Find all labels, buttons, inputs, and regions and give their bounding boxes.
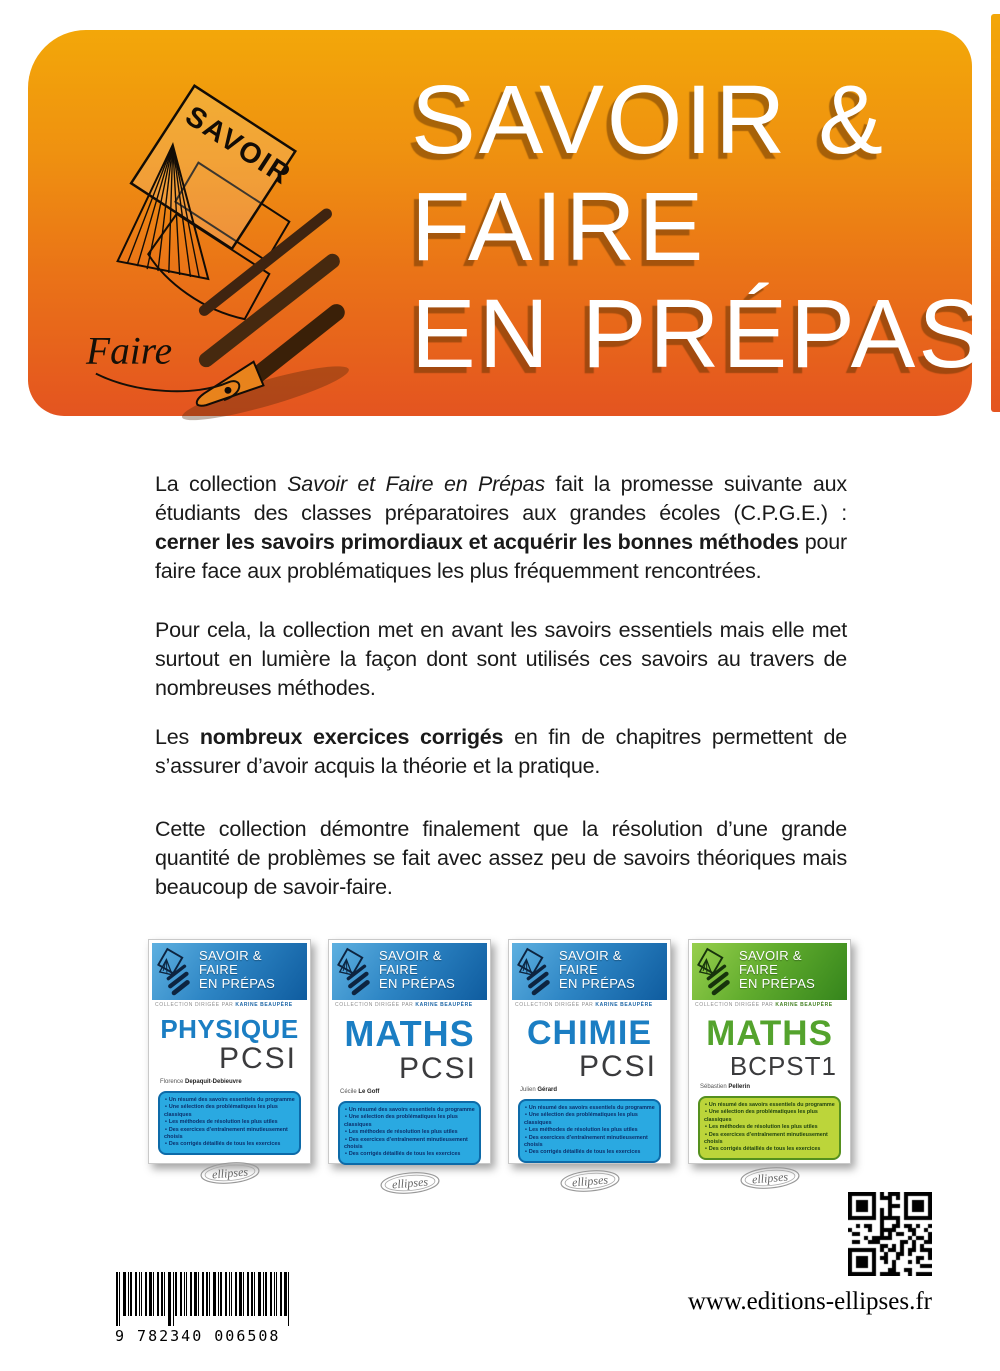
logo-savoir-label: SAVOIR	[179, 99, 298, 192]
publisher-logo	[152, 1161, 307, 1190]
subject-title: CHIMIE	[527, 1014, 652, 1052]
svg-text:ellipses: ellipses	[390, 1174, 429, 1192]
series-title-line3: EN PRÉPAS	[411, 279, 987, 388]
barcode-bars	[112, 1272, 298, 1328]
intro-paragraph-2: Pour cela, la collection met en avant les savoirs essentiels mais elle met surtout en lumière la façon dont sont utilisés ces savoirs au travers de nombreuses méthodes.	[155, 618, 847, 700]
feature-list	[158, 1091, 301, 1155]
svg-text:ellipses: ellipses	[570, 1172, 609, 1190]
barcode	[112, 1272, 302, 1346]
publisher-website: www.editions-ellipses.fr	[687, 1288, 932, 1315]
publisher-logo	[512, 1169, 667, 1198]
feature-item: • Les méthodes de résolution les plus utiles	[345, 1129, 458, 1136]
series-title-small: SAVOIR & FAIRE EN PRÉPAS	[379, 948, 456, 991]
book-cover-maths-bcpst1	[688, 939, 851, 1187]
subject-title: MATHS	[344, 1013, 475, 1054]
series-title	[411, 66, 986, 387]
svg-text:ellipses: ellipses	[750, 1169, 789, 1187]
feature-item: • Des corrigés détaillés de tous les exercices	[345, 1151, 461, 1158]
feature-item: • Des exercices d’entraînement minutieusement choisis	[344, 1136, 468, 1151]
subject-title: MATHS	[706, 1014, 833, 1053]
feature-item: • Une sélection des problématiques les plus classiques	[704, 1109, 818, 1123]
cover-header	[332, 943, 487, 1000]
isbn-number: 9 782340 006508	[112, 1327, 283, 1345]
feature-item: • Une sélection des problématiques les plus classiques	[524, 1112, 638, 1126]
series-logo-small-icon	[155, 946, 195, 996]
feature-item: • Les méthodes de résolution les plus utiles	[165, 1119, 278, 1126]
feature-item: • Un résumé des savoirs essentiels du programme	[345, 1107, 475, 1113]
cover-header	[512, 943, 667, 1000]
feature-item: • Les méthodes de résolution les plus utiles	[705, 1124, 818, 1131]
feature-item: • Un résumé des savoirs essentiels du programme	[525, 1105, 655, 1111]
level-label: PCSI	[218, 1042, 297, 1075]
intro-text	[155, 470, 847, 902]
author-name: Cécile Le Goff	[340, 1089, 380, 1095]
feature-item: • Des corrigés détaillés de tous les exercices	[705, 1146, 821, 1153]
author-name: Sébastien Pellerin	[700, 1084, 751, 1090]
series-title-line1: SAVOIR &	[411, 65, 886, 174]
feature-item: • Des exercices d’entraînement minutieusement choisis	[164, 1126, 288, 1141]
collection-line: COLLECTION DIRIGÉE PAR KARINE BEAUPÈRE	[515, 1002, 653, 1008]
publisher-logo	[692, 1166, 847, 1195]
book-gallery	[148, 939, 851, 1192]
feature-item: • Des corrigés détaillés de tous les exercices	[525, 1149, 641, 1156]
level-label: PCSI	[578, 1050, 657, 1083]
logo-faire-label: Faire	[86, 328, 173, 373]
feature-list	[338, 1101, 481, 1165]
feature-item: • Les méthodes de résolution les plus utiles	[525, 1127, 638, 1134]
subject-title: PHYSIQUE	[160, 1014, 299, 1044]
level-label: BCPST1	[729, 1051, 837, 1081]
cover-edge-sliver	[991, 14, 1000, 412]
collection-line: COLLECTION DIRIGÉE PAR KARINE BEAUPÈRE	[335, 1002, 473, 1008]
series-title-small: SAVOIR & FAIRE EN PRÉPAS	[739, 948, 816, 991]
collection-line: COLLECTION DIRIGÉE PAR KARINE BEAUPÈRE	[695, 1002, 833, 1008]
svg-text:ellipses: ellipses	[210, 1164, 249, 1182]
series-logo-small-icon	[335, 946, 375, 996]
author-name: Julien Gérard	[520, 1087, 558, 1093]
series-title-small: SAVOIR & FAIRE EN PRÉPAS	[199, 948, 276, 991]
series-logo-small-icon	[515, 946, 555, 996]
feature-item: • Un résumé des savoirs essentiels du programme	[165, 1097, 295, 1103]
cover-header	[152, 943, 307, 1000]
series-logo-icon	[76, 68, 376, 413]
level-label: PCSI	[398, 1052, 477, 1085]
feature-item: • Une sélection des problématiques les plus classiques	[344, 1114, 458, 1128]
series-banner	[28, 30, 987, 416]
feature-item: • Une sélection des problématiques les plus classiques	[164, 1104, 278, 1118]
book-cover-physique-pcsi	[148, 939, 311, 1182]
feature-list	[698, 1096, 841, 1160]
series-title-line2: FAIRE	[411, 172, 707, 281]
feature-item: • Des exercices d’entraînement minutieusement choisis	[704, 1131, 828, 1146]
intro-paragraph-3: Les nombreux exercices corrigés en fin de chapitres permettent de s’assurer d’avoir acquis la théorie et la pratique.	[155, 725, 847, 778]
series-logo-small-icon	[695, 946, 735, 996]
book-cover-maths-pcsi	[328, 939, 491, 1192]
book-cover-chimie-pcsi	[508, 939, 671, 1190]
qr-code	[848, 1192, 932, 1276]
feature-item: • Un résumé des savoirs essentiels du programme	[705, 1102, 835, 1108]
cover-header	[692, 943, 847, 1000]
qr-code-image	[848, 1192, 932, 1276]
author-name: Florence Depaquit-Debieuvre	[160, 1079, 242, 1085]
feature-item: • Des exercices d’entraînement minutieusement choisis	[524, 1134, 648, 1149]
publisher-logo	[332, 1171, 487, 1200]
feature-item: • Des corrigés détaillés de tous les exercices	[165, 1141, 281, 1148]
feature-list	[518, 1099, 661, 1163]
collection-line: COLLECTION DIRIGÉE PAR KARINE BEAUPÈRE	[155, 1002, 293, 1008]
intro-paragraph-4: Cette collection démontre finalement que la résolution d’une grande quantité de problèmes se fait avec assez peu de savoirs théoriques mais beaucoup de savoir-faire.	[155, 817, 847, 899]
series-title-small: SAVOIR & FAIRE EN PRÉPAS	[559, 948, 636, 991]
intro-paragraph-1: La collection Savoir et Faire en Prépas fait la promesse suivante aux étudiants des classes préparatoires aux grandes écoles (C.P.G.E.) : cerner les savoirs primordiaux et acquérir les bonnes méthodes pour faire face aux problématiques les plus fréquemment rencontrées.	[155, 472, 847, 583]
